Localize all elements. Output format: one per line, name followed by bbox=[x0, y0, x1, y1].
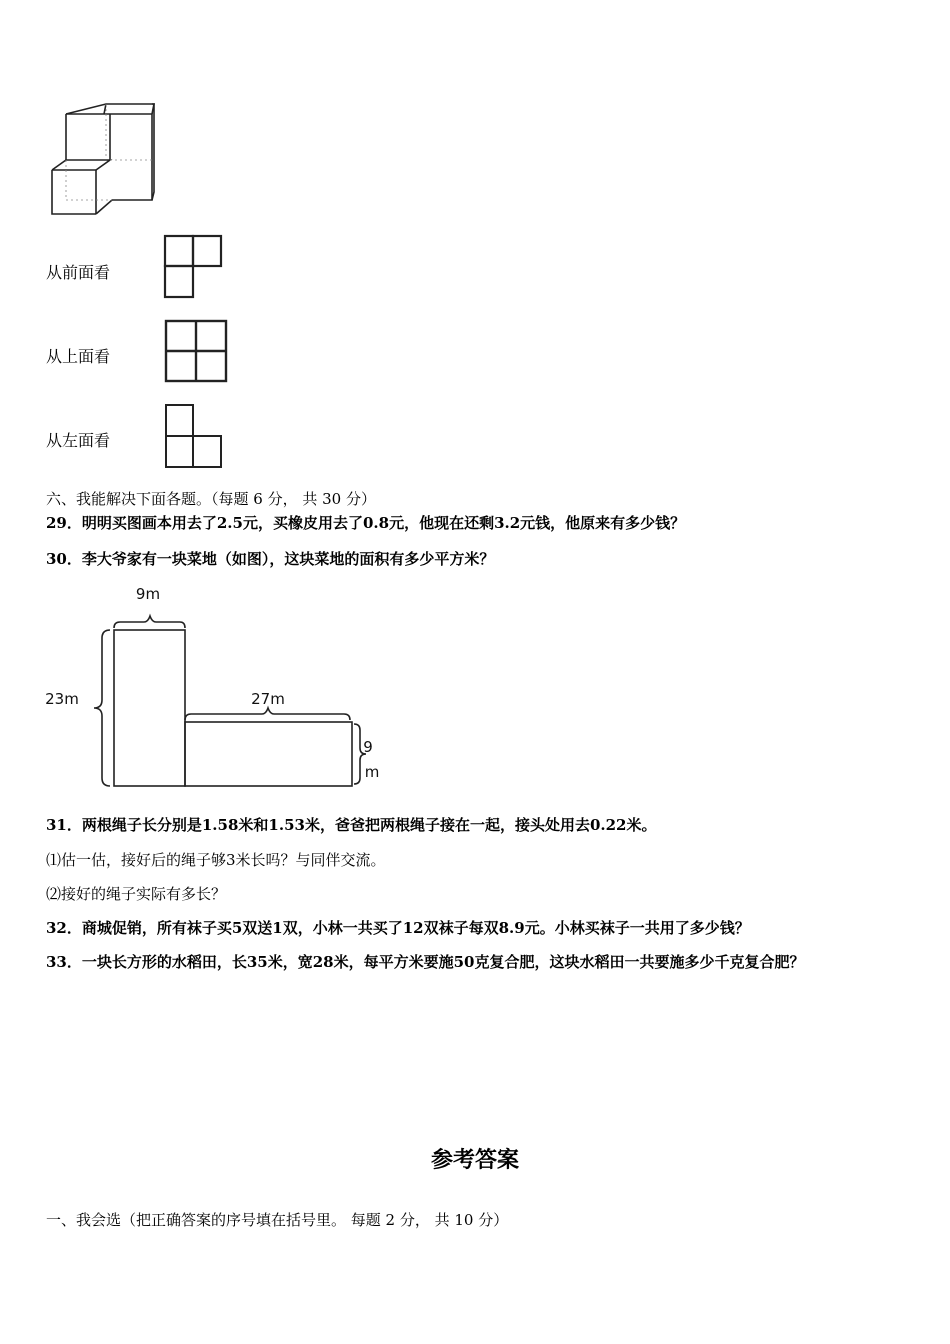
question-33: 33．一块长方形的水稻田，长35米，宽28米，每平方米要施50克复合肥，这块水稻田一共要施多少千克复合肥？ bbox=[46, 953, 805, 971]
question-31-part-1: ⑴估一估，接好后的绳子够3米长吗？与同伴交流。 bbox=[46, 851, 386, 869]
question-31: 31．两根绳子长分别是1.58米和1.53米，爸爸把两根绳子接在一起，接头处用去0.22米。 bbox=[46, 816, 657, 834]
answers-title: 参考答案 bbox=[430, 1148, 519, 1173]
question-29: 29．明明买图画本用去了2.5元，买橡皮用去了0.8元，他现在还剩3.2元钱，他原来有多少钱？ bbox=[46, 514, 686, 532]
left-view-grid bbox=[163, 402, 225, 470]
cube-stack-figure bbox=[44, 100, 159, 220]
label-height-23m: 23m bbox=[45, 690, 79, 708]
answers-section-1-heading: 一、我会选（把正确答案的序号填在括号里。 每题 2 分， 共 10 分） bbox=[46, 1211, 509, 1229]
view-label-top: 从上面看 bbox=[46, 347, 111, 366]
top-view-grid bbox=[163, 318, 229, 384]
label-width-27m: 27m bbox=[251, 690, 285, 708]
front-view-grid bbox=[163, 234, 225, 300]
view-label-front: 从前面看 bbox=[46, 263, 111, 282]
view-label-left: 从左面看 bbox=[46, 431, 111, 450]
label-width-9m: 9m bbox=[135, 585, 161, 603]
question-30: 30．李大爷家有一块菜地（如图），这块菜地的面积有多少平方米？ bbox=[46, 550, 495, 568]
question-31-part-2: ⑵接好的绳子实际有多长？ bbox=[46, 885, 227, 903]
label-height-unit-m: m bbox=[364, 763, 380, 781]
garden-plot-figure bbox=[40, 580, 390, 795]
question-32: 32．商城促销，所有袜子买5双送1双，小林一共买了12双袜子每双8.9元。小林买袜子一共用了多少钱？ bbox=[46, 919, 750, 937]
label-height-9: 9 bbox=[363, 738, 373, 756]
section-6-heading: 六、我能解决下面各题。（每题 6 分， 共 30 分） bbox=[46, 490, 376, 508]
